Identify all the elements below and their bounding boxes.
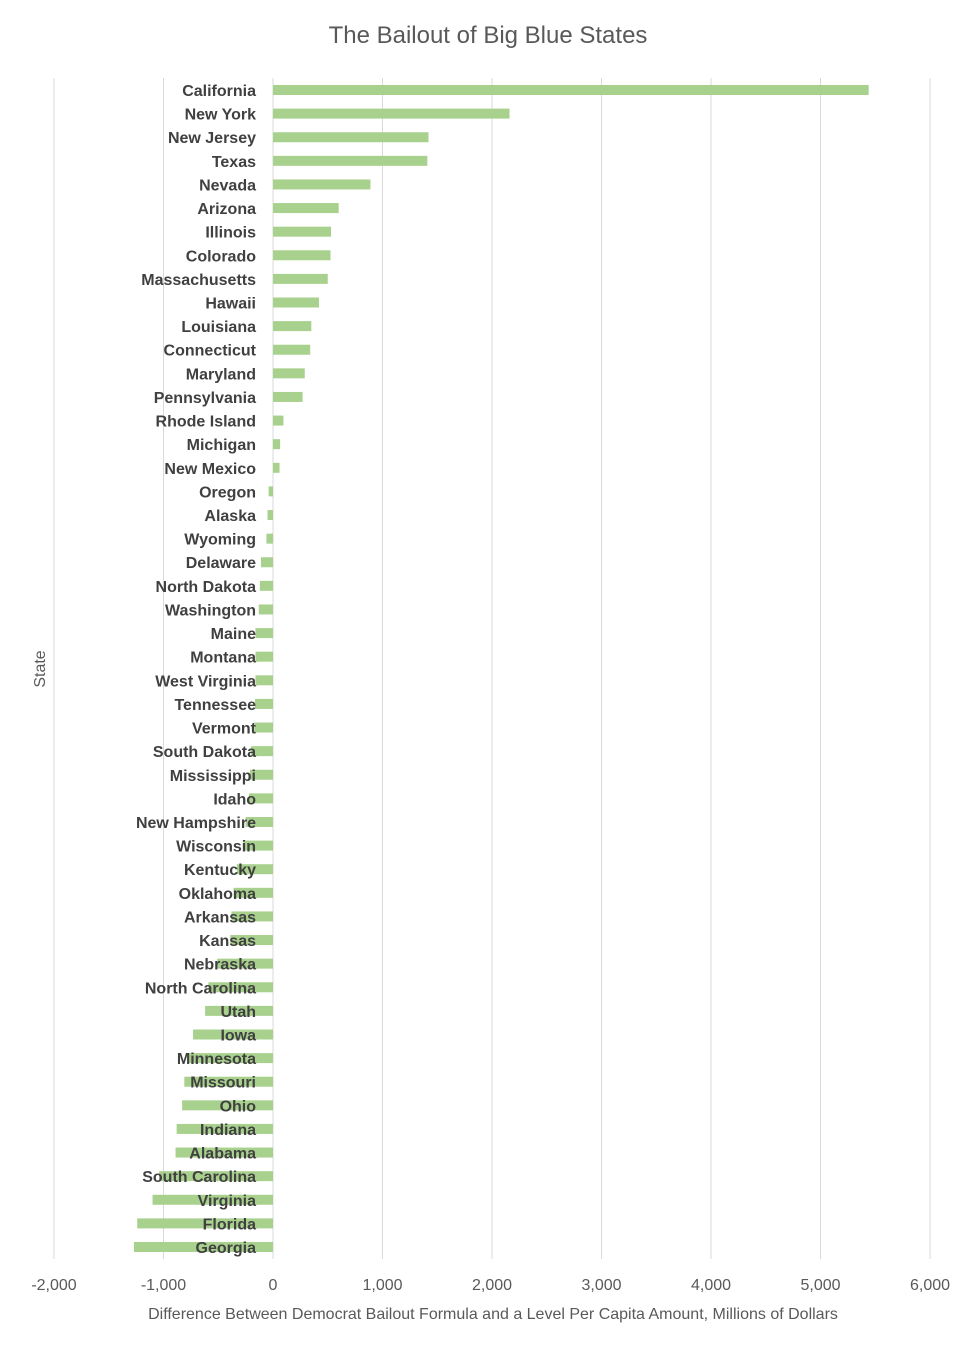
category-label: California [182,83,256,100]
category-label: North Carolina [144,980,256,998]
bar [268,510,273,520]
category-label: South Carolina [142,1169,256,1187]
category-label: Nebraska [183,956,256,974]
x-axis-title: Difference Between Democrat Bailout Formula and a Level Per Capita Amount, Millions of Dollars [148,1306,838,1323]
bar [254,723,273,733]
bar [273,156,427,166]
category-label: Ohio [219,1098,256,1116]
bar [273,109,510,119]
category-label: North Dakota [155,578,256,596]
category-label: Minnesota [176,1051,256,1069]
category-label: Virginia [197,1192,256,1210]
category-label: Indiana [199,1121,256,1139]
category-label: Connecticut [163,342,256,360]
bar [273,368,305,378]
bar [273,85,869,95]
x-tick-label: 4,000 [690,1277,732,1294]
category-label: Mississippi [169,767,256,785]
category-label: Florida [202,1216,256,1234]
category-label: Arkansas [183,909,256,927]
bar [273,321,311,331]
chart-title: The Bailout of Big Blue States [328,22,648,49]
category-label: Nevada [199,177,256,195]
bar [260,581,273,591]
bar [273,203,339,213]
bar [266,534,273,544]
category-label: West Virginia [155,673,256,691]
category-label: Oklahoma [178,885,256,903]
category-label: Georgia [195,1240,256,1257]
category-label: Pennsylvania [153,389,256,407]
category-label: Colorado [185,248,256,266]
category-label: Massachusetts [141,271,256,289]
category-label: Rhode Island [155,413,256,431]
category-label: Texas [211,153,256,171]
category-label: Kentucky [183,862,256,880]
category-label: South Dakota [152,744,256,762]
category-label: Delaware [185,555,256,573]
category-label: Utah [220,1003,256,1021]
category-label: Vermont [191,720,256,738]
category-label: Washington [165,602,256,620]
bar [255,628,273,638]
bar [259,604,273,614]
category-label: New Mexico [164,460,256,478]
category-label: Alaska [204,508,256,526]
category-label: New Hampshire [135,814,256,832]
category-label: Wisconsin [176,838,256,856]
x-tick-label: 2,000 [471,1277,513,1294]
bar [273,463,280,473]
x-tick-label: 3,000 [581,1277,622,1294]
category-label: Hawaii [205,295,256,313]
bar [273,416,283,426]
category-label: Montana [190,649,256,667]
category-label: Arizona [197,201,256,219]
category-label: Michigan [186,437,256,455]
category-label: Maine [210,626,256,644]
x-tick-label: -1,000 [140,1277,187,1294]
bar [273,274,328,284]
x-tick-label: 6,000 [909,1277,951,1294]
bar [273,250,330,260]
y-axis-title: State [32,650,49,688]
bar [273,439,280,449]
bar [273,227,331,237]
category-label: Kansas [199,933,256,951]
x-tick-labels [31,1277,950,1294]
category-label: Missouri [190,1074,256,1092]
bar [255,699,273,709]
category-label: Oregon [199,484,256,502]
bar [255,652,273,662]
bar [273,132,428,142]
x-tick-label: 1,000 [362,1277,403,1294]
category-label: Illinois [205,224,256,242]
category-label: Alabama [189,1145,256,1163]
category-label: New York [184,106,256,124]
bar [273,179,370,189]
bar [255,675,273,685]
category-label: Tennessee [174,696,256,714]
category-label: Maryland [185,366,256,384]
category-label: Louisiana [181,319,256,337]
x-tick-label: 0 [268,1277,278,1294]
x-tick-label: 5,000 [800,1277,841,1294]
category-label: Iowa [220,1027,256,1045]
bar [261,557,273,567]
bar [273,298,319,308]
category-label: Wyoming [184,531,256,549]
x-tick-label: -2,000 [31,1277,77,1294]
bar [273,392,303,402]
bar [269,486,273,496]
category-label: Idaho [213,791,256,809]
category-label: New Jersey [167,130,256,148]
bar [273,345,310,355]
category-labels [136,83,257,1257]
